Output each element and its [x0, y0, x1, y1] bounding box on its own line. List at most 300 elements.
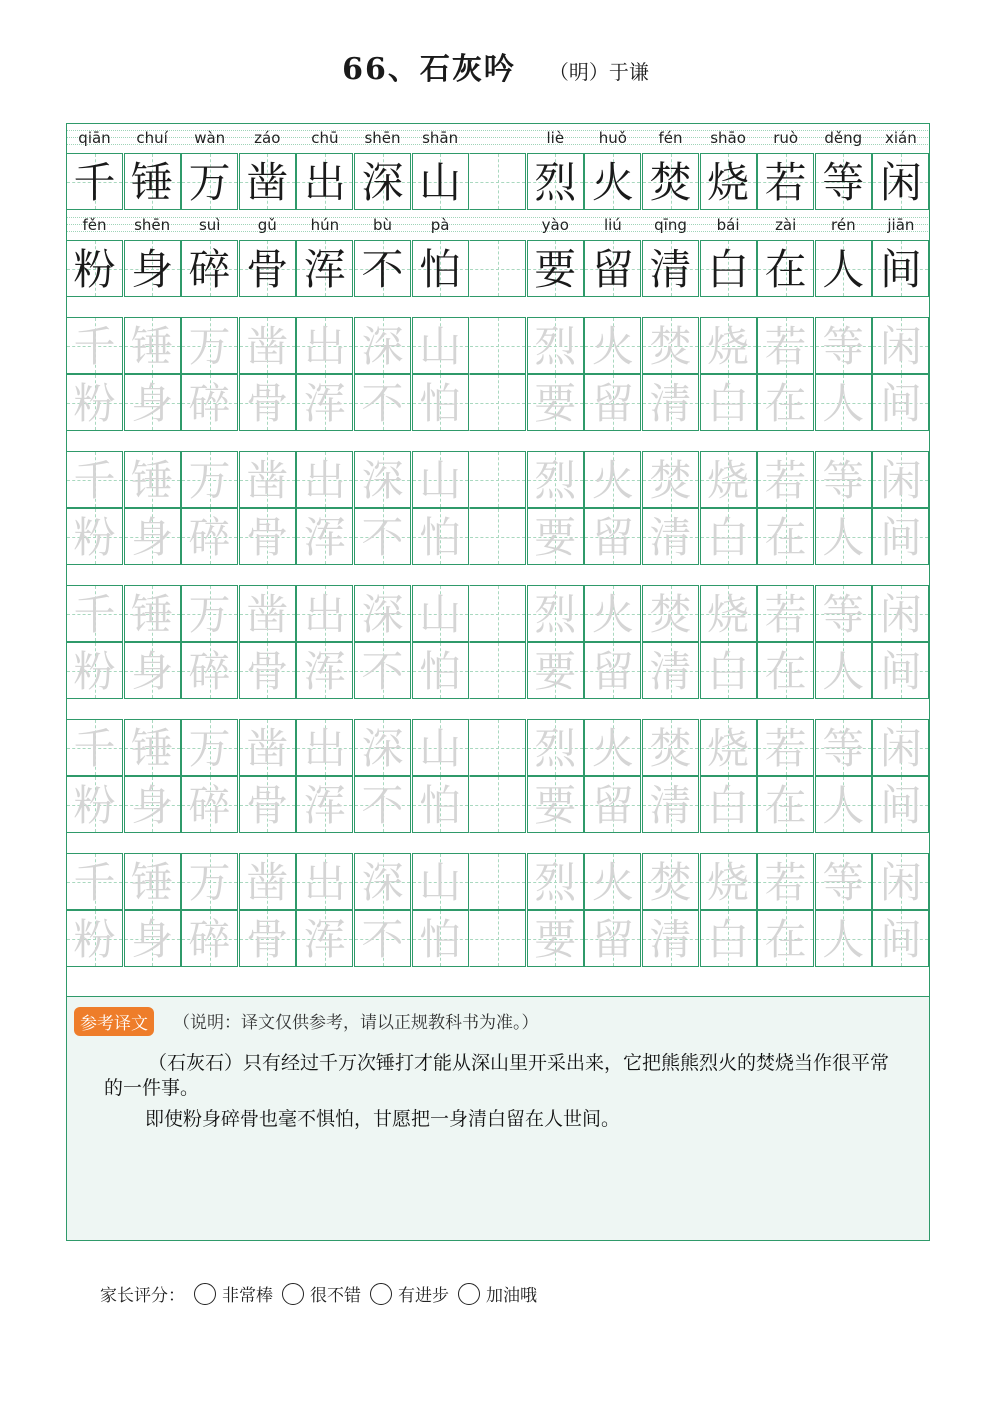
trace-char: 山	[419, 590, 462, 639]
char-cell	[642, 240, 699, 297]
trace-char: 闲	[879, 858, 922, 907]
trace-char: 锤	[131, 724, 174, 773]
model-char: 人	[822, 245, 865, 294]
char-cell	[469, 910, 526, 967]
pinyin-syllable: shān	[422, 129, 459, 147]
model-char: 要	[534, 245, 577, 294]
trace-char: 万	[188, 724, 231, 773]
char-cell	[584, 451, 641, 508]
char-cell	[584, 240, 641, 297]
char-cell	[527, 153, 584, 210]
trace-char: 浑	[303, 781, 346, 830]
translation-paragraph-1: （石灰石）只有经过千万次锤打才能从深山里开采出来，它把熊熊烈火的焚烧当作很平常的一件事。	[104, 1052, 890, 1099]
model-char: 火	[591, 158, 634, 207]
char-cell	[412, 910, 469, 967]
pinyin-syllable: gǔ	[257, 216, 277, 234]
char-cell	[642, 853, 699, 910]
char-cell	[239, 374, 296, 431]
char-cell	[412, 508, 469, 565]
rating-option-progress[interactable]: 有进步	[370, 1281, 449, 1306]
char-cell	[872, 719, 929, 776]
model-char: 深	[361, 158, 404, 207]
char-cell	[296, 451, 353, 508]
char-cell	[181, 776, 238, 833]
trace-char: 焚	[649, 724, 692, 773]
char-cell	[124, 451, 181, 508]
char-cell	[239, 776, 296, 833]
model-char: 若	[764, 158, 807, 207]
char-cell	[124, 240, 181, 297]
char-cell	[66, 585, 123, 642]
trace-char: 怕	[419, 647, 462, 696]
char-cell	[700, 451, 757, 508]
trace-char: 万	[188, 456, 231, 505]
char-cell	[296, 910, 353, 967]
char-cell	[584, 585, 641, 642]
pinyin-row	[66, 123, 930, 153]
pinyin-syllable: ruò	[773, 129, 799, 147]
trace-char: 不	[361, 781, 404, 830]
trace-char: 焚	[649, 456, 692, 505]
char-cell	[584, 642, 641, 699]
pinyin-syllable: jiān	[887, 216, 915, 234]
char-cell	[700, 642, 757, 699]
char-cell	[469, 153, 526, 210]
char-cell	[872, 317, 929, 374]
trace-char: 若	[764, 858, 807, 907]
radio-circle-icon[interactable]	[370, 1283, 392, 1305]
trace-char: 浑	[303, 647, 346, 696]
char-cell	[815, 508, 872, 565]
trace-char: 骨	[246, 379, 289, 428]
trace-char: 等	[822, 858, 865, 907]
char-cell	[296, 642, 353, 699]
trace-char: 白	[707, 647, 750, 696]
trace-char: 闲	[879, 724, 922, 773]
char-cell	[412, 374, 469, 431]
char-cell	[757, 317, 814, 374]
trace-char: 人	[822, 915, 865, 964]
trace-char	[470, 509, 525, 564]
char-cell	[757, 853, 814, 910]
trace-char: 怕	[419, 513, 462, 562]
trace-row	[66, 776, 930, 833]
trace-char: 烈	[534, 858, 577, 907]
pinyin-syllable: shēn	[134, 216, 171, 234]
model-char: 山	[419, 158, 462, 207]
trace-char: 留	[591, 915, 634, 964]
rating-option-excellent[interactable]: 非常棒	[194, 1281, 273, 1306]
char-cell	[584, 776, 641, 833]
char-cell	[239, 910, 296, 967]
char-cell	[296, 153, 353, 210]
trace-char: 火	[591, 724, 634, 773]
char-cell	[181, 719, 238, 776]
char-cell	[296, 719, 353, 776]
trace-char: 万	[188, 858, 231, 907]
char-cell	[469, 853, 526, 910]
trace-char: 山	[419, 724, 462, 773]
trace-row	[66, 451, 930, 508]
pinyin-syllable: chū	[311, 129, 339, 147]
pinyin-syllable: záo	[254, 129, 281, 147]
trace-char: 焚	[649, 858, 692, 907]
trace-char: 骨	[246, 513, 289, 562]
trace-char: 碎	[188, 379, 231, 428]
trace-char: 粉	[73, 647, 116, 696]
char-cell	[354, 451, 411, 508]
char-cell	[584, 508, 641, 565]
char-cell	[700, 317, 757, 374]
pinyin-syllable: qīng	[654, 216, 687, 234]
trace-char: 等	[822, 322, 865, 371]
model-char: 锤	[131, 158, 174, 207]
trace-char: 怕	[419, 915, 462, 964]
trace-char: 怕	[419, 781, 462, 830]
char-cell	[527, 719, 584, 776]
char-cell	[757, 719, 814, 776]
char-cell	[642, 374, 699, 431]
char-cell	[642, 719, 699, 776]
pinyin-syllable: shēn	[364, 129, 401, 147]
pinyin-syllable: pà	[430, 216, 450, 234]
char-cell	[124, 910, 181, 967]
trace-char: 人	[822, 781, 865, 830]
model-char: 白	[707, 245, 750, 294]
trace-char: 深	[361, 590, 404, 639]
char-cell	[584, 853, 641, 910]
char-cell	[412, 642, 469, 699]
char-cell	[181, 508, 238, 565]
trace-char: 凿	[246, 858, 289, 907]
trace-char: 白	[707, 781, 750, 830]
char-cell	[66, 776, 123, 833]
trace-char: 在	[764, 513, 807, 562]
char-cell	[296, 508, 353, 565]
char-cell	[124, 317, 181, 374]
pinyin-row	[66, 210, 930, 240]
char-cell	[872, 451, 929, 508]
char-cell	[354, 853, 411, 910]
pinyin-syllable: liè	[546, 129, 565, 147]
trace-char	[470, 586, 525, 641]
row-spacer	[66, 565, 930, 585]
trace-char: 烈	[534, 322, 577, 371]
char-cell	[239, 153, 296, 210]
practice-grid	[66, 123, 930, 967]
trace-char: 人	[822, 379, 865, 428]
char-cell	[412, 585, 469, 642]
model-char: 留	[591, 245, 634, 294]
char-cell	[757, 642, 814, 699]
trace-char: 要	[534, 781, 577, 830]
char-cell	[239, 451, 296, 508]
char-cell	[66, 317, 123, 374]
char-cell	[700, 853, 757, 910]
char-cell	[469, 585, 526, 642]
trace-char: 留	[591, 513, 634, 562]
trace-char: 烈	[534, 724, 577, 773]
pinyin-syllable: chuí	[136, 129, 168, 147]
char-cell	[239, 240, 296, 297]
trace-char: 间	[879, 513, 922, 562]
char-cell	[66, 374, 123, 431]
char-cell	[412, 719, 469, 776]
poem-author: （明）于谦	[548, 60, 649, 84]
char-cell	[872, 853, 929, 910]
trace-char: 要	[534, 647, 577, 696]
char-cell	[181, 853, 238, 910]
trace-char: 锤	[131, 456, 174, 505]
char-cell	[872, 642, 929, 699]
trace-char: 深	[361, 858, 404, 907]
row-spacer	[66, 699, 930, 719]
trace-char: 粉	[73, 781, 116, 830]
char-cell	[354, 776, 411, 833]
trace-char: 闲	[879, 456, 922, 505]
trace-char: 骨	[246, 647, 289, 696]
char-cell	[642, 776, 699, 833]
trace-char: 等	[822, 456, 865, 505]
model-char-row	[66, 240, 930, 297]
model-char: 闲	[879, 158, 922, 207]
trace-char: 间	[879, 781, 922, 830]
char-cell	[815, 776, 872, 833]
char-cell	[700, 719, 757, 776]
char-cell	[642, 585, 699, 642]
char-cell	[815, 853, 872, 910]
trace-char: 千	[73, 858, 116, 907]
char-cell	[412, 153, 469, 210]
char-cell	[815, 317, 872, 374]
trace-char: 浑	[303, 513, 346, 562]
char-cell	[296, 317, 353, 374]
trace-char: 闲	[879, 322, 922, 371]
char-cell	[354, 317, 411, 374]
char-cell	[239, 719, 296, 776]
trace-char	[470, 777, 525, 832]
char-cell	[584, 374, 641, 431]
pinyin-syllable: suì	[198, 216, 221, 234]
trace-char: 身	[131, 379, 174, 428]
trace-char: 锤	[131, 590, 174, 639]
char-cell	[872, 585, 929, 642]
trace-char: 凿	[246, 456, 289, 505]
trace-row	[66, 642, 930, 699]
trace-char: 碎	[188, 781, 231, 830]
char-cell	[757, 153, 814, 210]
char-cell	[527, 317, 584, 374]
model-char: 出	[303, 158, 346, 207]
pinyin-syllable: rén	[831, 216, 856, 234]
char-cell	[815, 642, 872, 699]
char-cell	[642, 508, 699, 565]
model-char: 浑	[303, 245, 346, 294]
pinyin-syllable: fěn	[82, 216, 107, 234]
radio-circle-icon[interactable]	[458, 1283, 480, 1305]
trace-char: 白	[707, 513, 750, 562]
char-cell	[815, 910, 872, 967]
translation-badge: 参考译文	[74, 1007, 154, 1036]
char-cell	[757, 585, 814, 642]
char-cell	[815, 153, 872, 210]
trace-char: 间	[879, 647, 922, 696]
char-cell	[872, 910, 929, 967]
trace-char: 白	[707, 915, 750, 964]
trace-char: 要	[534, 915, 577, 964]
char-cell	[527, 240, 584, 297]
trace-char: 若	[764, 322, 807, 371]
trace-row	[66, 317, 930, 374]
char-cell	[124, 719, 181, 776]
char-cell	[354, 508, 411, 565]
char-cell	[181, 153, 238, 210]
char-cell	[642, 910, 699, 967]
char-cell	[66, 642, 123, 699]
trace-row	[66, 719, 930, 776]
pinyin-syllable: wàn	[194, 129, 226, 147]
trace-char: 不	[361, 647, 404, 696]
trace-char: 浑	[303, 915, 346, 964]
pinyin-syllable: bù	[372, 216, 393, 234]
trace-char: 不	[361, 379, 404, 428]
pinyin-syllable: yào	[541, 216, 569, 234]
char-cell	[124, 853, 181, 910]
trace-char: 碎	[188, 915, 231, 964]
pinyin-syllable: bái	[716, 216, 740, 234]
char-cell	[757, 508, 814, 565]
char-cell	[815, 240, 872, 297]
parent-rating	[100, 1281, 537, 1306]
trace-row	[66, 374, 930, 431]
pinyin-syllable: qiān	[78, 129, 111, 147]
trace-char	[470, 452, 525, 507]
trace-char: 出	[303, 590, 346, 639]
trace-char: 等	[822, 590, 865, 639]
radio-circle-icon[interactable]	[194, 1283, 216, 1305]
trace-char: 在	[764, 647, 807, 696]
trace-char: 山	[419, 322, 462, 371]
char-cell	[584, 153, 641, 210]
char-cell	[469, 642, 526, 699]
char-cell	[584, 910, 641, 967]
trace-char: 烈	[534, 456, 577, 505]
pinyin-syllable: hún	[310, 216, 340, 234]
trace-char: 锤	[131, 322, 174, 371]
trace-char: 怕	[419, 379, 462, 428]
char-cell	[296, 776, 353, 833]
char-cell	[527, 451, 584, 508]
char-cell	[527, 585, 584, 642]
trace-char: 若	[764, 456, 807, 505]
char-cell	[354, 585, 411, 642]
char-cell	[124, 776, 181, 833]
trace-char: 若	[764, 724, 807, 773]
model-char: 焚	[649, 158, 692, 207]
char-cell	[872, 240, 929, 297]
char-cell	[469, 317, 526, 374]
trace-char: 凿	[246, 590, 289, 639]
rating-option-good[interactable]: 很不错	[282, 1281, 361, 1306]
trace-char	[470, 720, 525, 775]
trace-char: 不	[361, 915, 404, 964]
char-cell	[181, 585, 238, 642]
translation-note: （说明：译文仅供参考，请以正规教科书为准。）	[173, 1013, 539, 1033]
trace-char: 千	[73, 456, 116, 505]
char-cell	[469, 451, 526, 508]
trace-char: 火	[591, 858, 634, 907]
trace-char: 出	[303, 456, 346, 505]
trace-char: 凿	[246, 322, 289, 371]
char-cell	[66, 910, 123, 967]
trace-char: 烧	[707, 590, 750, 639]
trace-char: 人	[822, 513, 865, 562]
trace-char: 身	[131, 513, 174, 562]
char-cell	[239, 585, 296, 642]
trace-char: 白	[707, 379, 750, 428]
trace-char: 骨	[246, 781, 289, 830]
trace-char: 深	[361, 456, 404, 505]
char-cell	[181, 910, 238, 967]
char-cell	[700, 508, 757, 565]
translation-panel	[66, 996, 930, 1241]
model-char: 间	[879, 245, 922, 294]
row-spacer	[66, 431, 930, 451]
row-spacer	[66, 833, 930, 853]
trace-char: 烈	[534, 590, 577, 639]
char-cell	[700, 153, 757, 210]
trace-char: 焚	[649, 322, 692, 371]
char-cell	[354, 910, 411, 967]
trace-char: 千	[73, 590, 116, 639]
char-cell	[469, 776, 526, 833]
char-cell	[757, 776, 814, 833]
trace-char	[470, 318, 525, 373]
model-char: 烈	[534, 158, 577, 207]
char-cell	[412, 240, 469, 297]
trace-char: 若	[764, 590, 807, 639]
trace-char: 火	[591, 322, 634, 371]
pinyin-syllable: fén	[658, 129, 683, 147]
char-cell	[412, 853, 469, 910]
trace-char: 留	[591, 379, 634, 428]
radio-circle-icon[interactable]	[282, 1283, 304, 1305]
char-cell	[527, 853, 584, 910]
trace-char: 烧	[707, 456, 750, 505]
model-char: 烧	[707, 158, 750, 207]
trace-char: 在	[764, 781, 807, 830]
trace-char: 深	[361, 724, 404, 773]
char-cell	[181, 451, 238, 508]
char-cell	[469, 374, 526, 431]
pinyin-syllable	[469, 123, 526, 153]
pinyin-syllable: děng	[824, 129, 863, 147]
trace-char: 出	[303, 322, 346, 371]
trace-char: 深	[361, 322, 404, 371]
rating-option-keep-going[interactable]: 加油哦	[458, 1281, 537, 1306]
char-cell	[469, 719, 526, 776]
model-char: 怕	[419, 245, 462, 294]
char-cell	[469, 508, 526, 565]
poem-title: 66、石灰吟	[342, 52, 516, 87]
char-cell	[469, 240, 526, 297]
trace-char: 千	[73, 322, 116, 371]
trace-char: 凿	[246, 724, 289, 773]
char-cell	[296, 374, 353, 431]
trace-char: 不	[361, 513, 404, 562]
char-cell	[872, 776, 929, 833]
char-cell	[66, 853, 123, 910]
